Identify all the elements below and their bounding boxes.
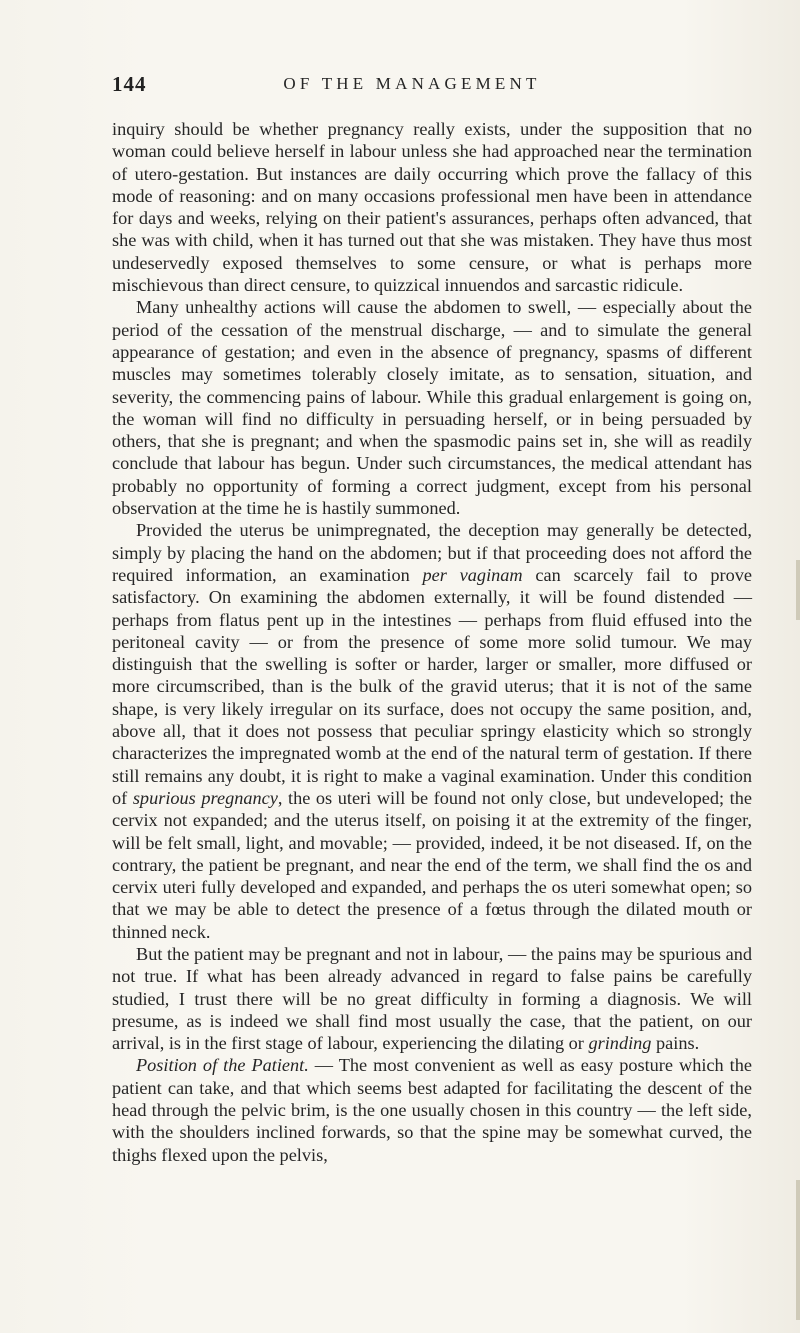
paragraph-text: can scarcely fail to prove satisfactory. On examining the abdomen externally, it will be found distended — perhaps from flatus pent up in the intestines — perhaps from fluid effused into the peritoneal cavity — or from the presence of some more solid tumour. We may distinguish that the swelling is softer or harder, larger or smaller, more diffused or more circumscribed, than is the bulk of the gravid uterus; that it is not of the same shape, is very likely irregular on its surface, does not occupy the same position, and, above all, that it does not possess that peculiar springy elasticity which so strongly characterizes the impregnated womb at the end of the natural term of gestation. If there still remains any doubt, it is right to make a vaginal examination. Under this condition of: [112, 564, 752, 808]
italic-text: spurious pregnancy: [132, 787, 278, 808]
italic-text: Position of the Patient.: [136, 1055, 309, 1076]
paragraph-p1: [112, 118, 752, 296]
running-head: [112, 72, 752, 108]
page-edge-shadow: [796, 560, 800, 620]
paragraph-p2: [112, 296, 752, 519]
paragraph-text: Provided the uterus be unimpregnated, the deception may generally be detected, simply by placing the hand on the abdomen; but if that proceeding does not afford the required information, an examination: [112, 520, 752, 585]
page-number: 144: [112, 72, 147, 96]
paragraph-p4: [112, 943, 752, 1054]
paragraph-p5: [112, 1054, 752, 1165]
paragraph-text: inquiry should be whether pregnancy really exists, under the supposition that no woman could believe herself in labour unless she had approached near the termination of utero-gestation. But instances are daily occurring which prove the fallacy of this mode of reasoning: and on many occasions professional men have been in attendance for days and weeks, relying on their patient's assurances, perhaps often advanced, that she was with child, when it has turned out that she was mistaken. They have thus most undeservedly exposed themselves to some censure, or what is perhaps more mischievous than direct censure, to quizzical innuendos and sarcastic ridicule.: [112, 119, 752, 296]
italic-text: grinding: [588, 1033, 652, 1054]
page-edge-shadow: [796, 1180, 800, 1320]
italic-text: per vaginam: [422, 564, 523, 585]
paragraph-text: , the os uteri will be found not only close, but undeveloped; the cervix not expanded; and the uterus itself, on poising it at the extremity of the finger, will be felt small, light, and movable; — provided, indeed, it be not diseased. If, on the contrary, the patient be pregnant, and near the end of the term, we shall find the os and cervix uteri fully developed and expanded, and perhaps the os uteri somewhat open; so that we may be able to detect the presence of a fœtus through the dilated mouth or thinned neck.: [112, 787, 752, 942]
paragraph-p3: [112, 519, 752, 943]
paragraph-text: Many unhealthy actions will cause the abdomen to swell, — especially about the period of the cessation of the menstrual discharge, — and to simulate the general appearance of gestation; and even in the absence of pregnancy, spasms of different muscles may sometimes tolerably closely imitate, as to sensation, situation, and severity, the commencing pains of labour. While this gradual enlargement is going on, the woman will find no difficulty in persuading herself, or in being persuaded by others, that she is pregnant; and when the spasmodic pains set in, she will as readily conclude that labour has begun. Under such circumstances, the medical attendant has probably no opportunity of forming a correct judgment, except from his personal observation at the time he is hastily summoned.: [112, 297, 752, 519]
body-text: [112, 118, 752, 1166]
paragraph-text: — The most convenient as well as easy posture which the patient can take, and that which seems best adapted for facilitating the descent of the head through the pelvic brim, is the one usually chosen in this country — the left side, with the shoulders inclined forwards, so that the spine may be somewhat curved, the thighs flexed upon the pelvis,: [112, 1055, 752, 1165]
running-title: OF THE MANAGEMENT: [283, 74, 541, 93]
paragraph-text: pains.: [651, 1033, 700, 1054]
paragraph-text: But the patient may be pregnant and not in labour, — the pains may be spurious and not true. If what has been already advanced in regard to false pains be carefully studied, I trust there will be no great difficulty in forming a diagnosis. We will presume, as is indeed we shall find most usually the case, that the patient, on our arrival, is in the first stage of labour, experiencing the dilating or: [112, 943, 752, 1054]
